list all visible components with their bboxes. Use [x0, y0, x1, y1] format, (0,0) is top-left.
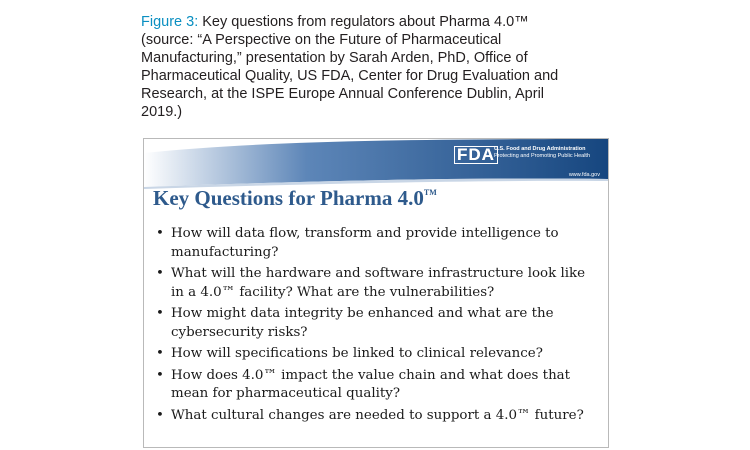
presentation-slide	[143, 138, 609, 448]
bullet-icon: •	[156, 346, 164, 361]
question-list	[155, 225, 595, 428]
list-item	[155, 367, 595, 404]
list-item	[155, 305, 595, 342]
list-item	[155, 407, 595, 426]
list-item	[155, 225, 595, 262]
question-text: How might data integrity be enhanced and what are the cybersecurity risks?	[171, 306, 554, 340]
bullet-icon: •	[156, 266, 164, 281]
fda-url: www.fda.gov	[568, 172, 600, 178]
question-text: How will specifications be linked to clinical relevance?	[171, 346, 543, 361]
agency-line-1: U.S. Food and Drug Administration	[494, 146, 586, 152]
fda-agency-name	[494, 146, 590, 160]
figure-caption-text: Key questions from regulators about Pharma 4.0™ (source: “A Perspective on the Future of Pharmaceutical Manufacturing,” presentation by Sarah Arden, PhD, Office of Pharmaceutical Quality, US FDA, Center for Drug Evaluation and Research, at the ISPE Europe Annual Conference Dublin, April 2019.)	[141, 14, 559, 120]
trademark-superscript: TM	[423, 188, 437, 197]
bullet-icon: •	[156, 367, 164, 383]
bullet-icon: •	[156, 306, 164, 321]
bullet-icon: •	[156, 407, 164, 423]
list-item	[155, 265, 595, 302]
figure-label: Figure 3:	[141, 14, 199, 30]
figure-caption	[141, 13, 581, 121]
agency-line-2: Protecting and Promoting Public Health	[494, 153, 590, 159]
question-text: What cultural changes are needed to support a 4.0™ future?	[171, 407, 584, 423]
list-item	[155, 345, 595, 364]
question-text: What will the hardware and software infrastructure look like in a 4.0™ facility? What are the vulnerabilities?	[171, 266, 586, 300]
slide-title: Key Questions for Pharma 4.0™	[153, 186, 437, 210]
question-text: How will data flow, transform and provide intelligence to manufacturing?	[171, 226, 559, 260]
question-text: How does 4.0™ impact the value chain and what does that mean for pharmaceutical quality?	[171, 367, 571, 401]
bullet-icon: •	[156, 226, 164, 241]
fda-logo: FDA	[454, 145, 498, 165]
